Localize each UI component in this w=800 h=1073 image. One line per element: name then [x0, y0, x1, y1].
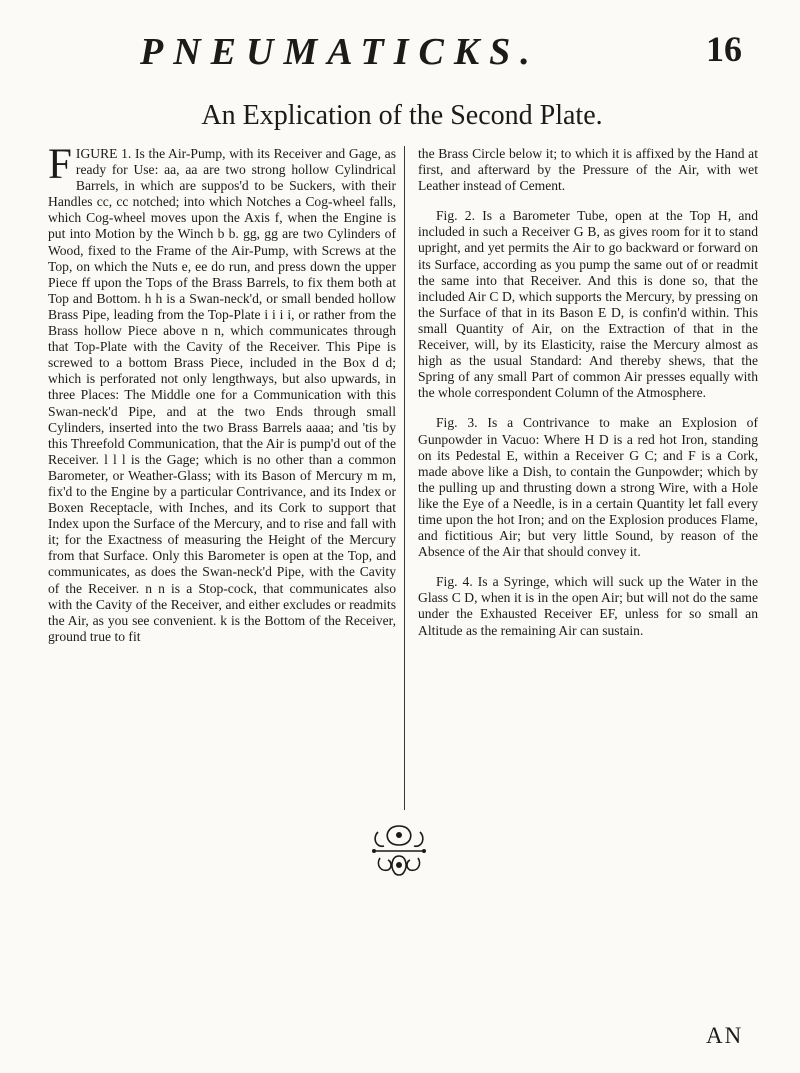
- page-number: 16: [706, 29, 742, 69]
- printers-flower-ornament-icon: [368, 822, 430, 880]
- figure-1-text: IGURE 1. Is the Air-Pump, with its Receiver and Gage, as ready for Use: aa, aa are two strong hollow Cylindrical Barrels, in which are suppos'd to be Suckers, with their Handles cc, cc notched; into which Notches a Cog-wheel falls, which Cog-wheel moves upon the Axis f, when the Engine is put into Motion by the Winch b b. gg, gg are two Cylinders of Wood, fixed to the Frame of the Air-Pump, with Screws at the Top, on which the Nuts e, ee do run, and press down the upper Piece ff upon the Tops of the Brass Barrels, to fix them both at Top and Bottom. h h is a Swan-neck'd, or small bended hollow Brass Pipe, leading from the Top-Plate i i i i, or rather from the Brass hollow Piece above n n, which communicates through that Top-Plate with the Cavity of the Receiver. This Pipe is screwed to a bottom Brass Piece, included in the Box d d; which is perforated not only lengthways, but also upwards, in three Places: The Middle one for a Communication with this Swan-neck'd Pipe, and at the two Ends through small Cylinders, inserted into the two Brass Barrels aaaa; and 'tis by this Threefold Communication, that the Air is pump'd out of the Receiver. l l l is the Gage; which is no other than a common Barometer, or Weather-Glass; with its Bason of Mercury m m, fix'd to the Engine by a particular Contrivance, and its Index or Boxen Receptacle, with Inches, and its Cork to support that Index upon the Surface of the Mercury, and to rise and fall with it; for the Exactness of measuring the Height of the Mercury from that Surface. Only this Barometer is open at the Top, and communicates, as does the Swan-neck'd Pipe, with the Cavity of the Receiver. n n is a Stop-cock, that communicates also with the Cavity of the Receiver, and either excludes or readmits the Air, as you see convenient. k is the Bottom of the Receiver, ground true to fit: [48, 146, 396, 644]
- figure-2-paragraph: Fig. 2. Is a Barometer Tube, open at the Top H, and included in such a Receiver G B, as gives room for it to stand upright, and yet permits the Air to go backward or forward on its Surface, according as you pump the same out of or readmit the same into that Receiver. And this is done so, that the included Air C D, which supports the Mercury, by pressing on the Surface of that in its Bason E D, is confin'd within. This small Quantity of Air, on the Extraction of that in the Receiver, will, by its Elasticity, raise the Mercury almost as high as the usual Standard: And thereby shews, that the Spring of any small Part of common Air presses equally with the whole correspondent Column of the Atmosphere.: [418, 208, 758, 401]
- drop-cap: F: [48, 141, 72, 188]
- catchword: AN: [706, 1023, 744, 1048]
- section-title: An Explication of the Second Plate.: [201, 100, 603, 131]
- right-column: [418, 146, 758, 653]
- continuation-paragraph: the Brass Circle below it; to which it is affixed by the Hand at first, and afterward by the Pressure of the Air, with wet Leather instead of Cement.: [418, 146, 758, 194]
- left-column: [48, 141, 405, 810]
- running-head-title: PNEUMATICKS.: [140, 31, 540, 73]
- figure-3-paragraph: Fig. 3. Is a Contrivance to make an Explosion of Gunpowder in Vacuo: Where H D is a red hot Iron, standing on its Pedestal E, within a Receiver G C; and F is a Cork, made above like a Dish, to contain the Gunpowder; which by the pulling up and thrusting down a strong Wire, with a Hole like the Eye of a Needle, is in a certain Quantity let fall every time upon the hot Iron; and on the Explosion produces Flame, and fictitious Air; but very little Sound, by reason of the Absence of the Air that should convey it.: [418, 415, 758, 560]
- figure-4-paragraph: Fig. 4. Is a Syringe, which will suck up the Water in the Glass C D, when it is in the open Air; but will not do the same under the Exhausted Receiver EF, unless for so small an Altitude as the remaining Air can sustain.: [418, 574, 758, 638]
- figure-1-paragraph: [48, 141, 396, 645]
